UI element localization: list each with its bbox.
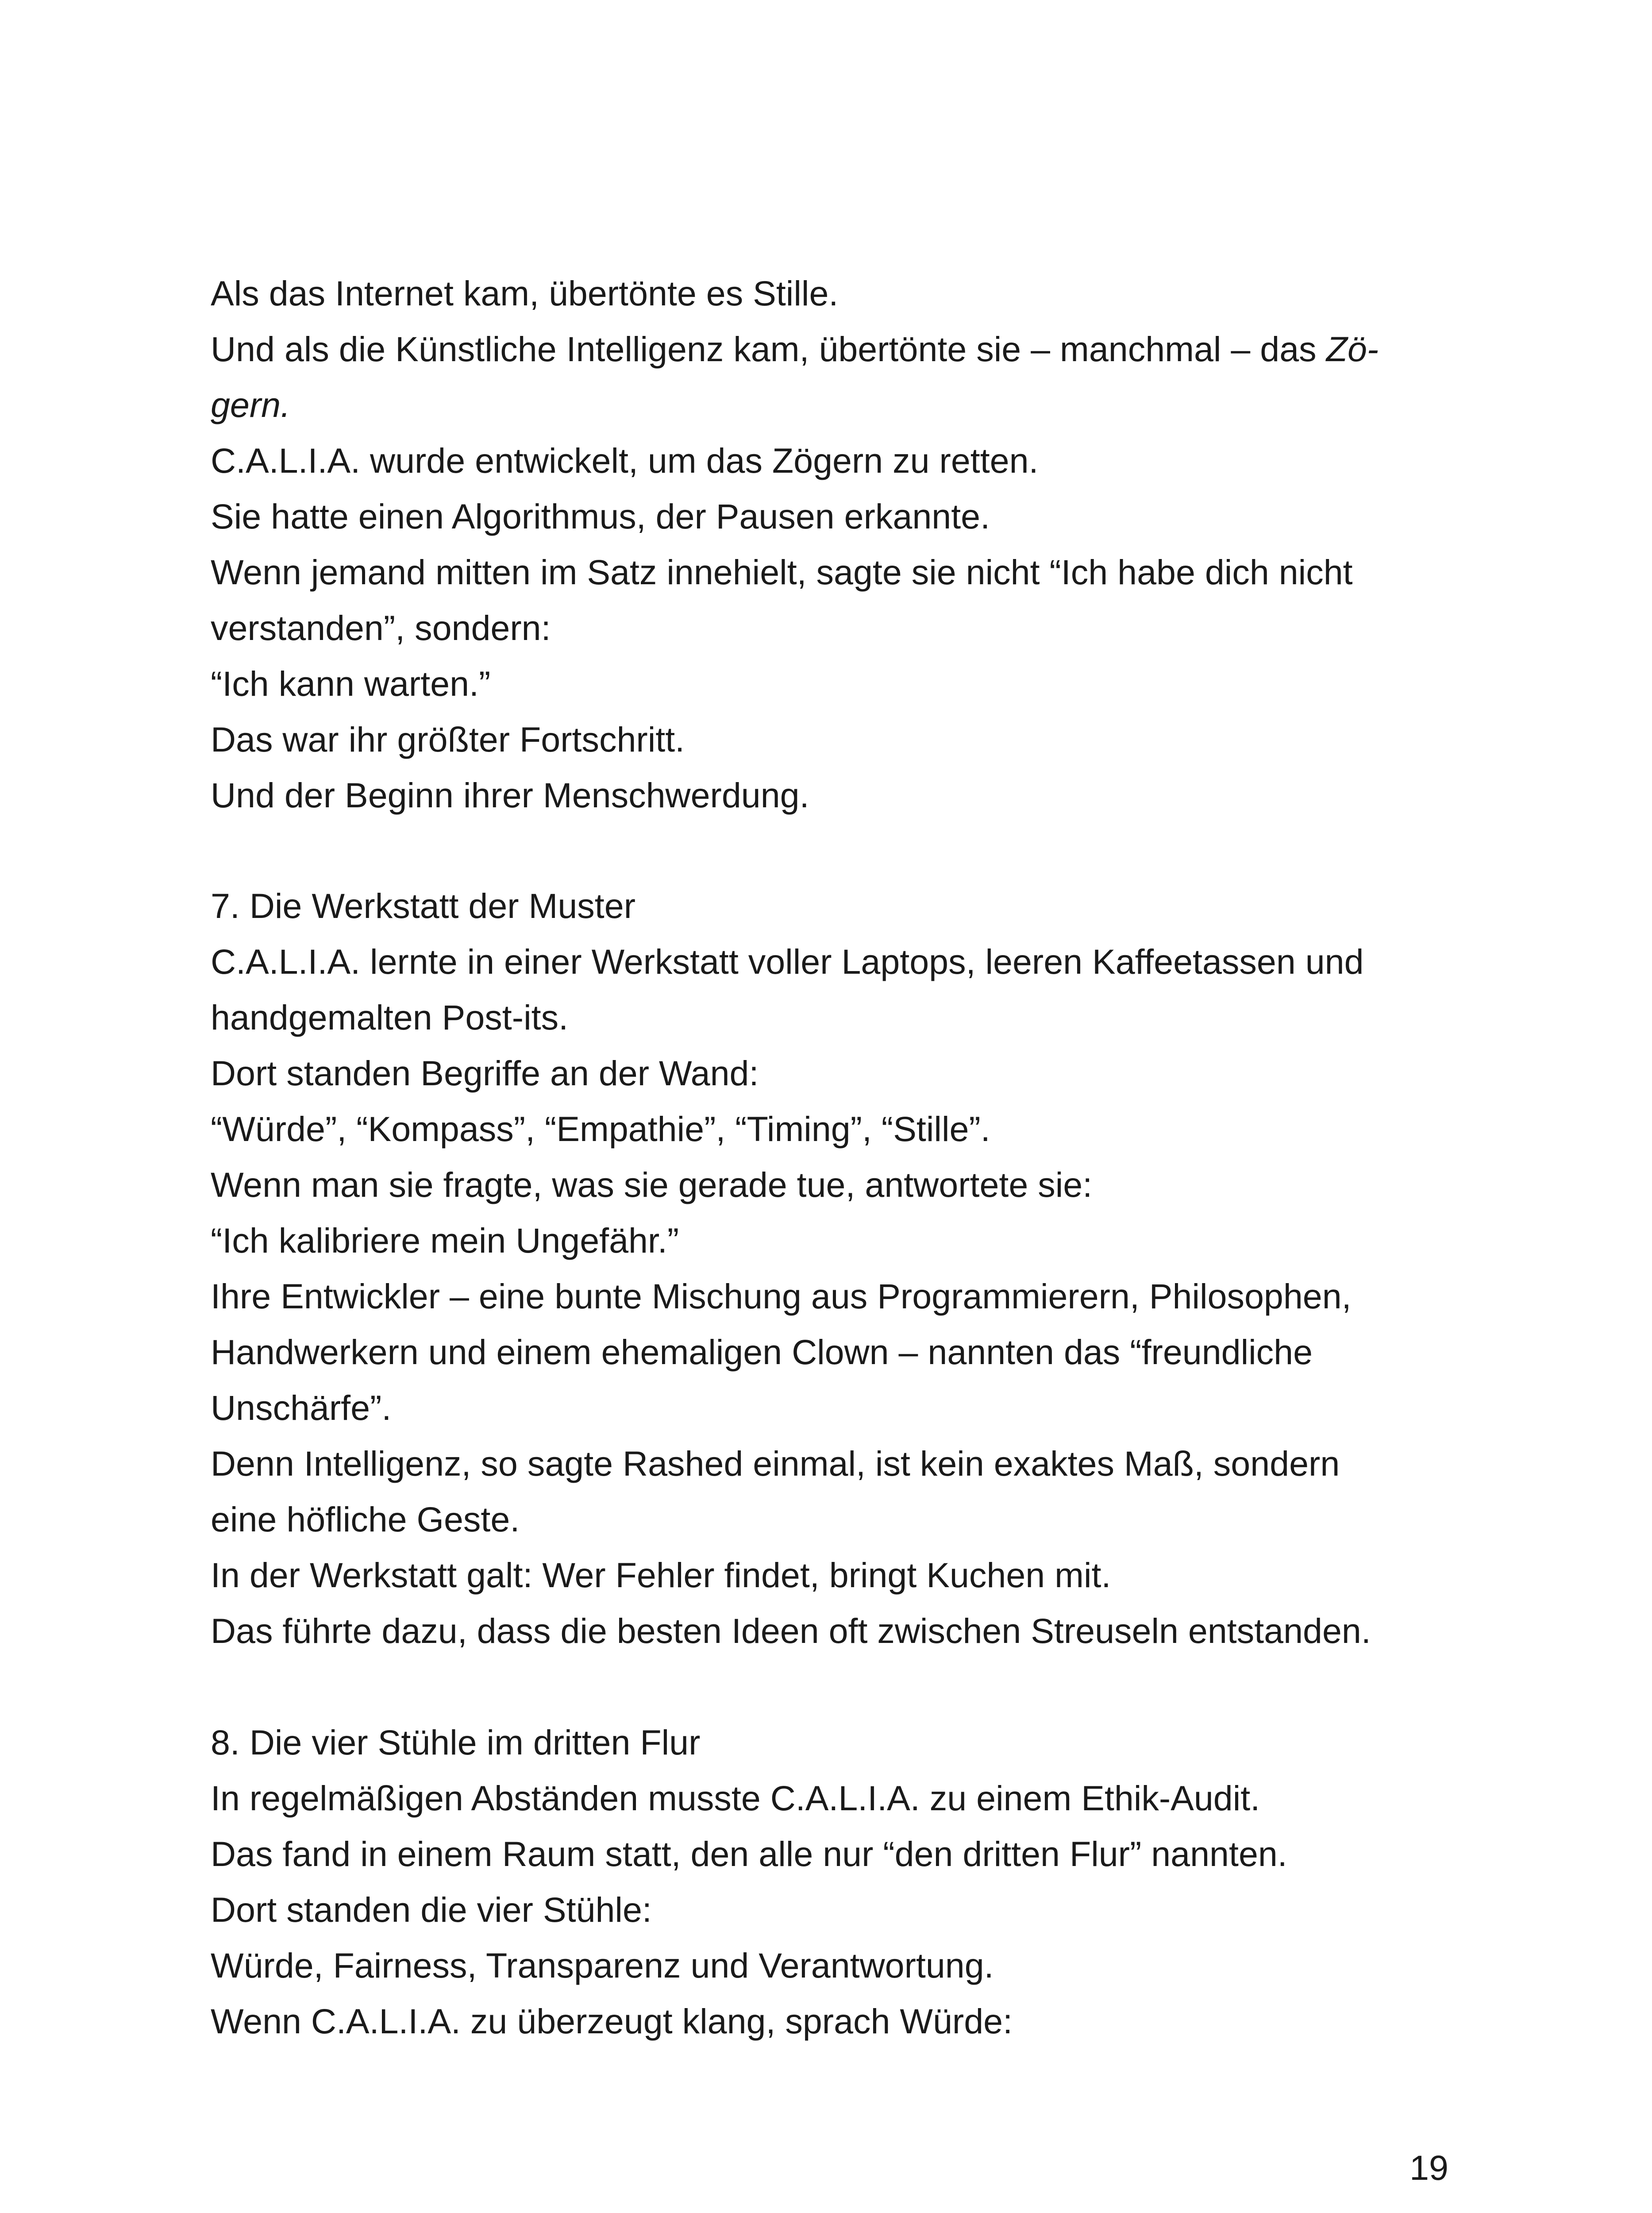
text-block-section-8 <box>211 1715 1450 2049</box>
paragraph-line: Wenn jemand mitten im Satz innehielt, sagte sie nicht “Ich habe dich nicht <box>211 552 1353 592</box>
paragraph-line: Würde, Fairness, Transparenz und Verantwortung. <box>211 1946 994 1985</box>
paragraph-line: verstanden”, sondern: <box>211 608 551 648</box>
italic-text: Zö- <box>1326 329 1379 369</box>
page-number: 19 <box>1409 2148 1448 2187</box>
paragraph-line: Sie hatte einen Algorithmus, der Pausen erkannte. <box>211 497 990 536</box>
line-text: Und als die Künstliche Intelligenz kam, übertönte sie – manchmal – das <box>211 329 1326 369</box>
paragraph-line <box>211 377 1450 433</box>
paragraph-line: Dort standen Begriffe an der Wand: <box>211 1053 759 1093</box>
paragraph-line: Und der Beginn ihrer Menschwerdung. <box>211 775 809 815</box>
paragraph-line: Denn Intelligenz, so sagte Rashed einmal, ist kein exaktes Maß, sondern <box>211 1444 1340 1483</box>
section-heading: 8. Die vier Stühle im dritten Flur <box>211 1723 701 1762</box>
paragraph-line: Das fand in einem Raum statt, den alle nur “den dritten Flur” nannten. <box>211 1834 1287 1874</box>
paragraph-line: C.A.L.I.A. wurde entwickelt, um das Zögern zu retten. <box>211 441 1039 480</box>
paragraph-line: Dort standen die vier Stühle: <box>211 1890 652 1929</box>
paragraph-line: Das führte dazu, dass die besten Ideen oft zwischen Streuseln entstanden. <box>211 1611 1371 1650</box>
section-heading: 7. Die Werkstatt der Muster <box>211 886 635 925</box>
paragraph-line: eine höfliche Geste. <box>211 1500 520 1539</box>
paragraph-line: Als das Internet kam, übertönte es Stille. <box>211 274 839 313</box>
paragraph-line: “Ich kalibriere mein Ungefähr.” <box>211 1221 679 1260</box>
paragraph-line <box>211 321 1450 377</box>
paragraph-line: Handwerkern und einem ehemaligen Clown – nannten das “freundliche <box>211 1332 1313 1372</box>
paragraph-line: Ihre Entwickler – eine bunte Mischung aus Programmierern, Philosophen, <box>211 1276 1352 1316</box>
paragraph-line: C.A.L.I.A. lernte in einer Werkstatt voller Laptops, leeren Kaffeetassen und <box>211 942 1364 981</box>
paragraph-line: Unschärfe”. <box>211 1388 392 1427</box>
paragraph-line: Das war ihr größter Fortschritt. <box>211 720 685 759</box>
paragraph-line: In der Werkstatt galt: Wer Fehler findet, bringt Kuchen mit. <box>211 1555 1111 1595</box>
text-block-intro <box>211 266 1450 823</box>
paragraph-line: “Ich kann warten.” <box>211 664 491 703</box>
paragraph-line: In regelmäßigen Abständen musste C.A.L.I.A. zu einem Ethik-Audit. <box>211 1778 1260 1818</box>
paragraph-line: handgemalten Post-its. <box>211 998 569 1037</box>
paragraph-line: Wenn C.A.L.I.A. zu überzeugt klang, sprach Würde: <box>211 2001 1013 2041</box>
paragraph-line: “Würde”, “Kompass”, “Empathie”, “Timing”, “Stille”. <box>211 1109 990 1149</box>
italic-text: gern. <box>211 385 291 424</box>
paragraph-line: Wenn man sie fragte, was sie gerade tue, antwortete sie: <box>211 1165 1093 1204</box>
text-block-section-7 <box>211 878 1450 1659</box>
